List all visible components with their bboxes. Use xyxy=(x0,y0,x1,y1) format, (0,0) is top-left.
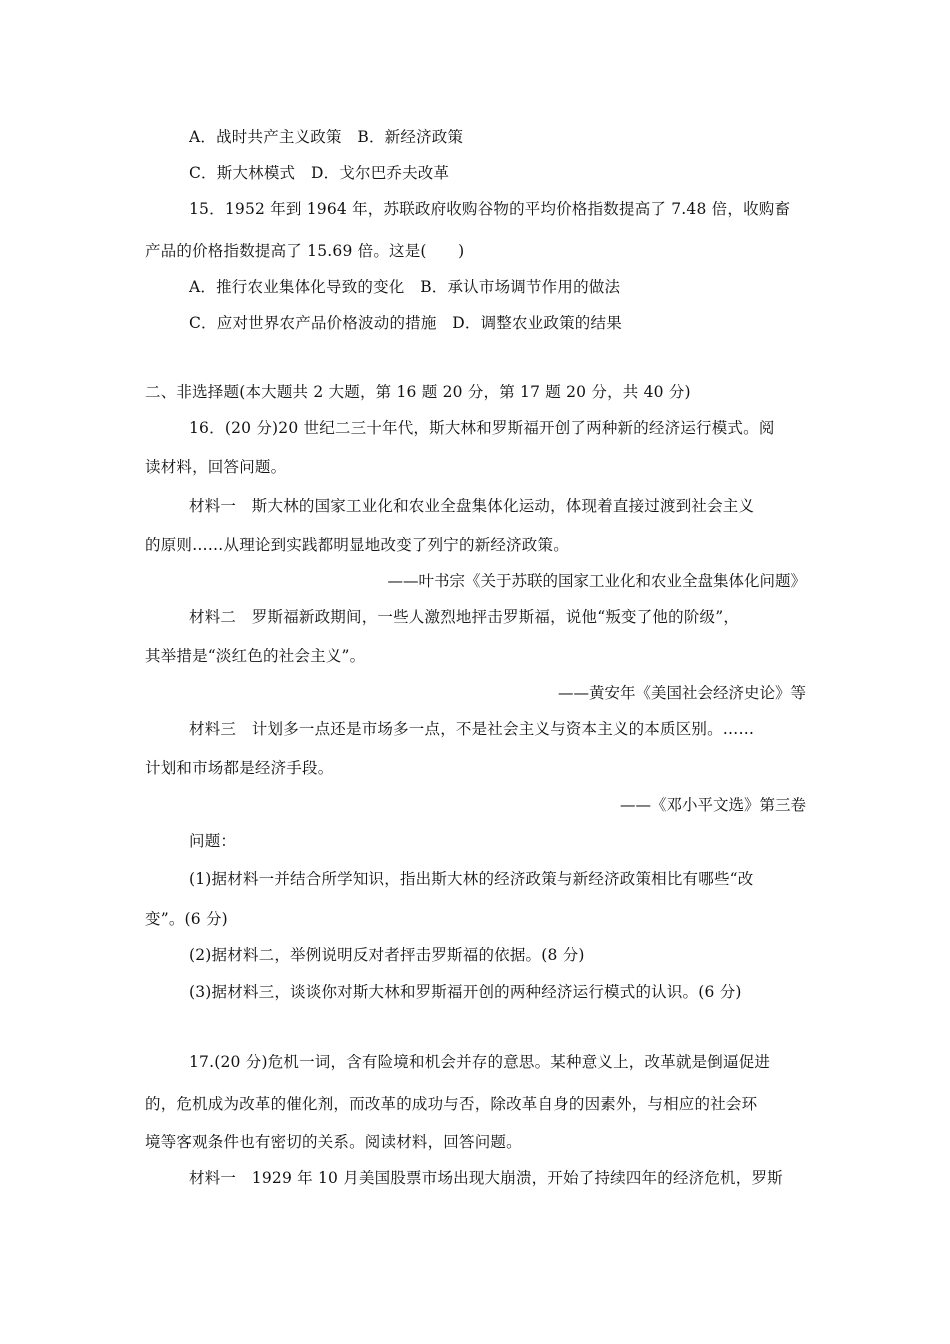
q16-material-2-line-2: 其举措是“淡红色的社会主义”。 xyxy=(145,647,366,665)
q16-stem-line-2: 读材料，回答问题。 xyxy=(145,458,287,476)
q16-material-1-line-1: 材料一 斯大林的国家工业化和农业全盘集体化运动，体现着直接过渡到社会主义 xyxy=(189,497,755,515)
q17-material-1-line-1: 材料一 1929 年 10 月美国股票市场出现大崩溃，开始了持续四年的经济危机，罗斯 xyxy=(189,1169,783,1187)
q17-stem-line-3: 境等客观条件也有密切的关系。阅读材料，回答问题。 xyxy=(145,1133,522,1151)
section-2-heading: 二、非选择题(本大题共 2 大题，第 16 题 20 分，第 17 题 20 分，共 40 分) xyxy=(145,383,691,401)
q16-sub-question-1-line-2: 变”。(6 分) xyxy=(145,910,228,928)
q15-stem-line-1: 15．1952 年到 1964 年，苏联政府收购谷物的平均价格指数提高了 7.48 倍，收购畜 xyxy=(189,200,791,218)
q16-material-1-source: ——叶书宗《关于苏联的国家工业化和农业全盘集体化问题》 xyxy=(387,572,806,590)
q16-questions-label: 问题： xyxy=(189,832,237,850)
q16-sub-question-2: (2)据材料二，举例说明反对者抨击罗斯福的依据。(8 分) xyxy=(189,946,585,964)
q17-stem-line-2: 的，危机成为改革的催化剂，而改革的成功与否，除改革自身的因素外，与相应的社会环 xyxy=(145,1095,758,1113)
q15-stem-line-2: 产品的价格指数提高了 15.69 倍。这是( ) xyxy=(145,242,465,260)
q16-sub-question-1-line-1: (1)据材料一并结合所学知识，指出斯大林的经济政策与新经济政策相比有哪些“改 xyxy=(189,870,754,888)
q16-material-3-line-2: 计划和市场都是经济手段。 xyxy=(145,759,334,777)
q15-options-line-1: A．推行农业集体化导致的变化 B．承认市场调节作用的做法 xyxy=(189,278,621,296)
q16-material-3-line-1: 材料三 计划多一点还是市场多一点，不是社会主义与资本主义的本质区别。…… xyxy=(189,720,755,738)
q16-stem-line-1: 16．(20 分)20 世纪二三十年代，斯大林和罗斯福开创了两种新的经济运行模式。阅 xyxy=(189,419,775,437)
q16-material-2-line-1: 材料二 罗斯福新政期间，一些人激烈地抨击罗斯福，说他“叛变了他的阶级”， xyxy=(189,608,740,626)
q16-material-2-source: ——黄安年《美国社会经济史论》等 xyxy=(557,684,806,702)
q17-stem-line-1: 17.(20 分)危机一词，含有险境和机会并存的意思。某种意义上，改革就是倒逼促进 xyxy=(189,1053,771,1071)
q15-options-line-2: C．应对世界农产品价格波动的措施 D．调整农业政策的结果 xyxy=(189,314,622,332)
q16-sub-question-3: (3)据材料三，谈谈你对斯大林和罗斯福开创的两种经济运行模式的认识。(6 分) xyxy=(189,983,742,1001)
q16-material-3-source: ——《邓小平文选》第三卷 xyxy=(619,796,806,814)
q14-options-line-1: A．战时共产主义政策 B．新经济政策 xyxy=(189,128,464,146)
q16-material-1-line-2: 的原则……从理论到实践都明显地改变了列宁的新经济政策。 xyxy=(145,536,569,554)
q14-options-line-2: C．斯大林模式 D．戈尔巴乔夫改革 xyxy=(189,164,450,182)
